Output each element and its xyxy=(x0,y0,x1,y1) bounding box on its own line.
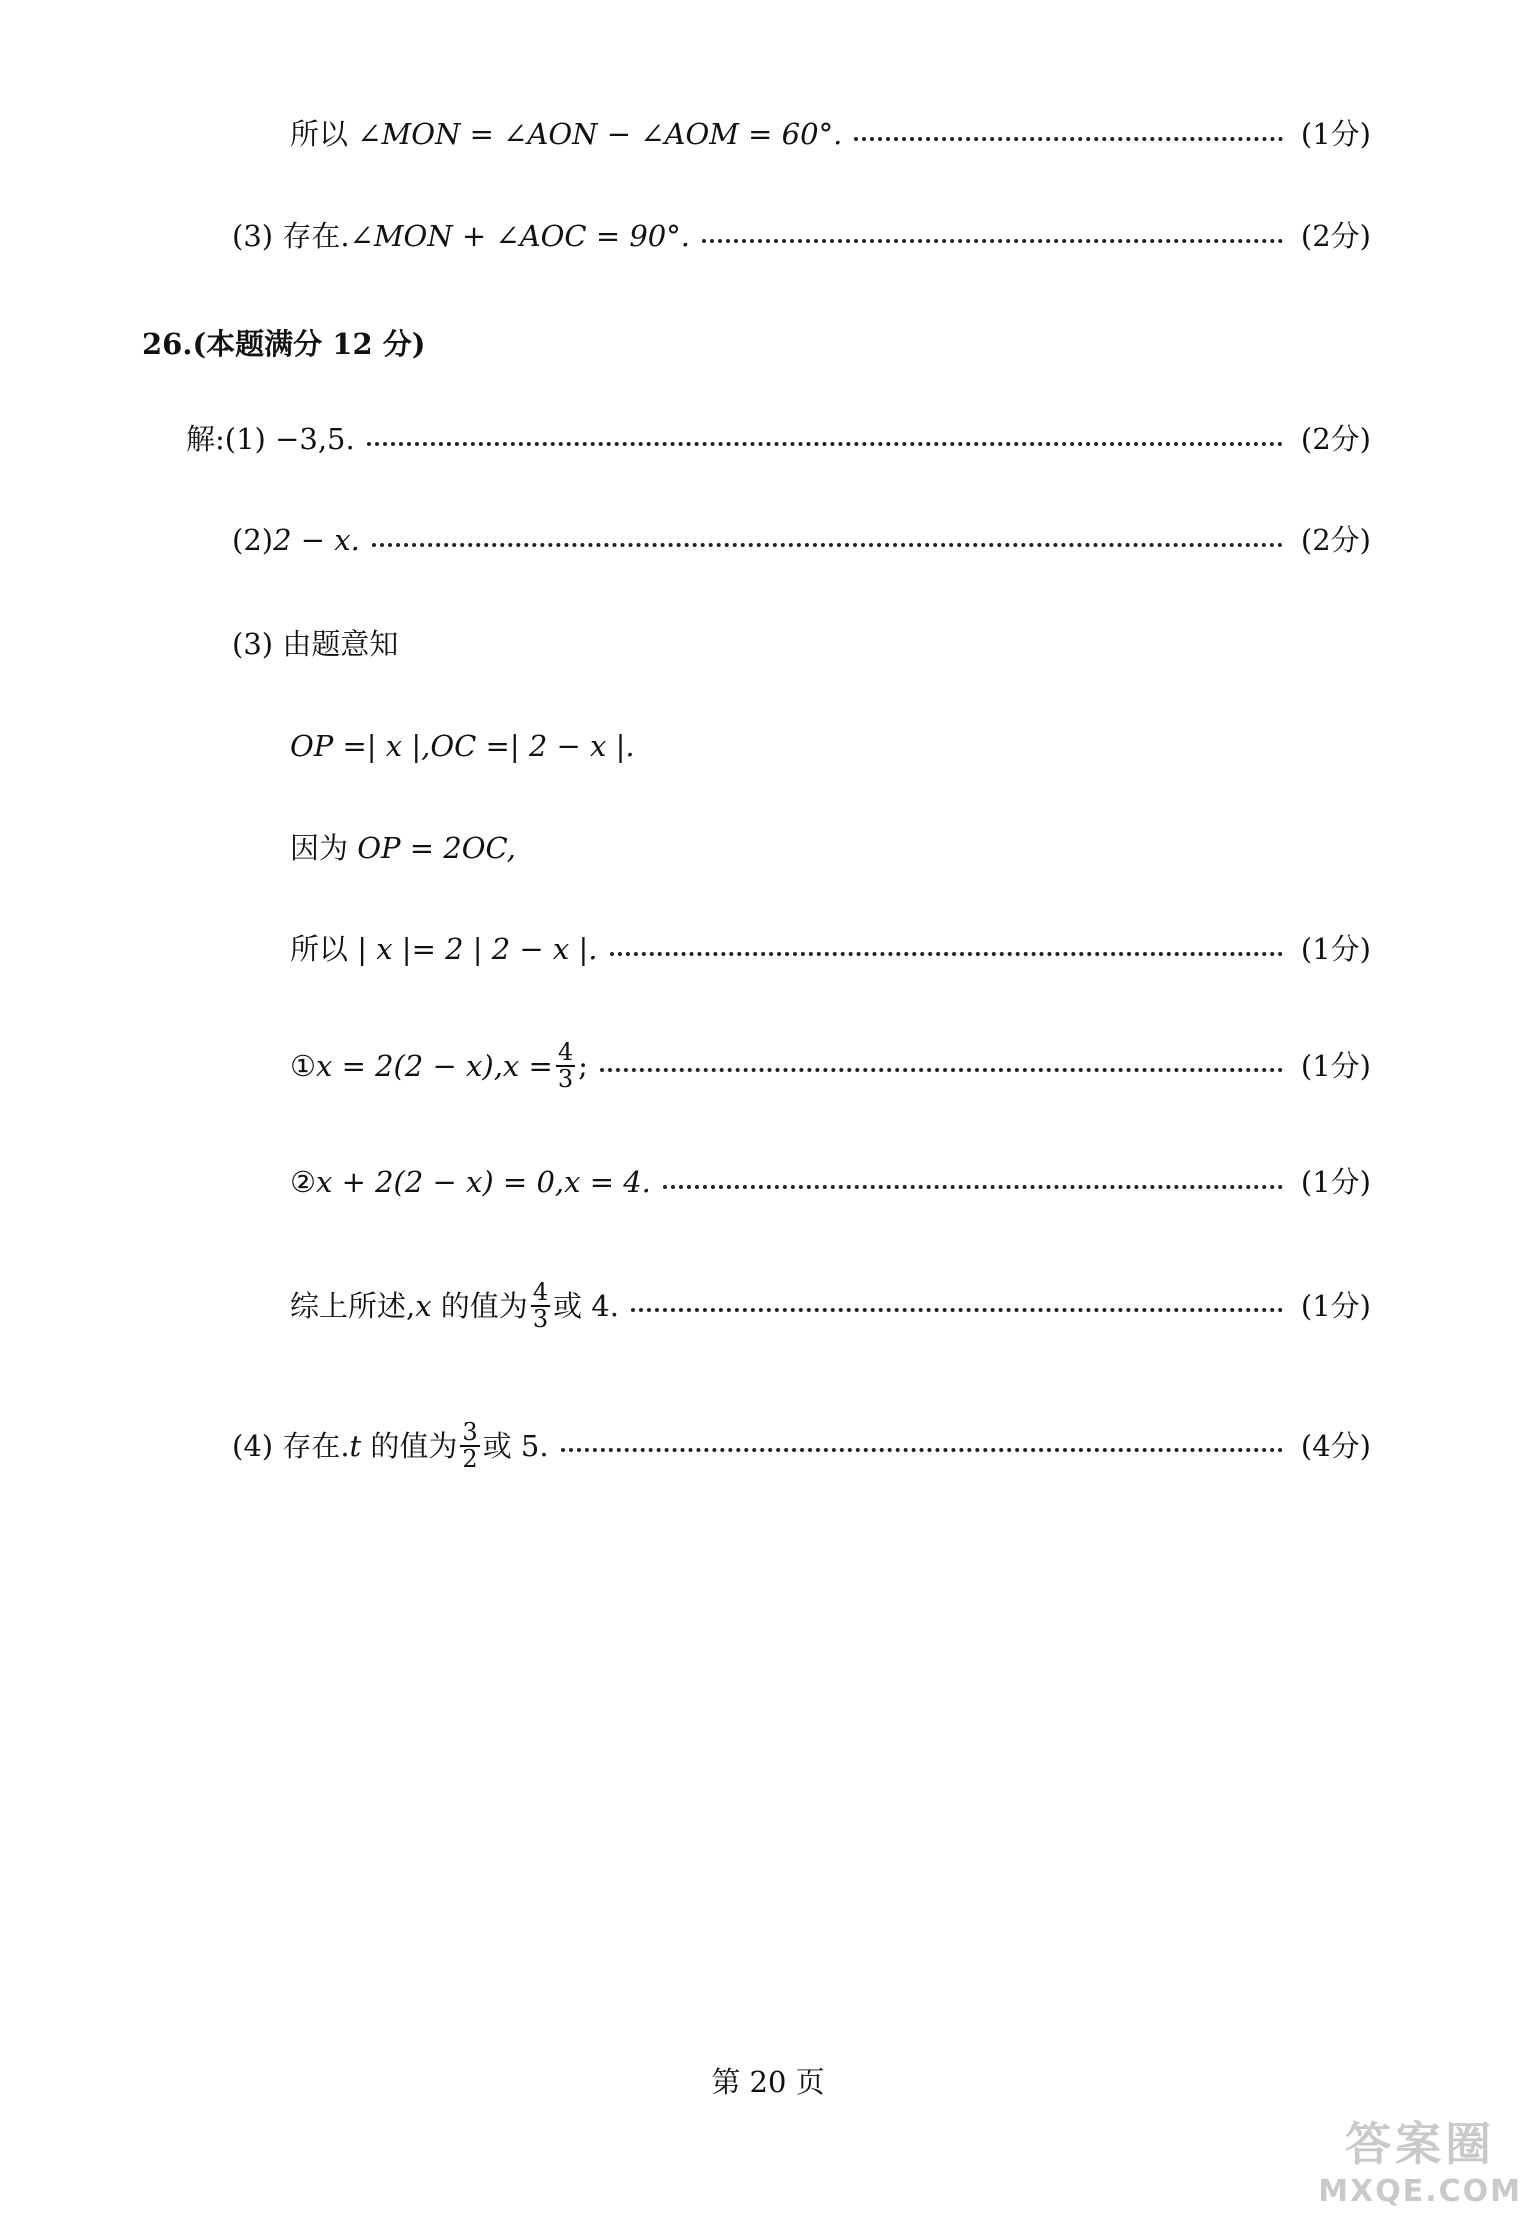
fraction-numerator: 4 xyxy=(557,1038,574,1066)
part-label: 解:(1) xyxy=(186,422,266,456)
dot-leader xyxy=(372,543,1283,547)
part-label: (2) xyxy=(232,523,274,557)
mid-text: 的值为 xyxy=(440,1288,528,1323)
score-points: (1分) xyxy=(1300,117,1371,151)
prefix: 所以 xyxy=(290,932,349,966)
math-expression: OP = 2OC, xyxy=(357,831,516,865)
fraction xyxy=(556,1040,575,1092)
part-label: (4) xyxy=(232,1428,274,1463)
fraction-denominator: 3 xyxy=(532,1305,549,1334)
answer-line-mon xyxy=(290,117,1371,151)
part-label: (3) xyxy=(232,627,274,661)
answer-word: 存在. xyxy=(282,1428,350,1463)
answer-text xyxy=(232,523,360,557)
answer-value: 2 − x. xyxy=(273,523,360,557)
score-points: (1分) xyxy=(1300,1288,1371,1323)
tail-text: 或 4. xyxy=(553,1288,619,1323)
fraction xyxy=(531,1280,550,1332)
prefix: 所以 xyxy=(290,117,349,151)
mid-text: 的值为 xyxy=(370,1428,458,1463)
answer-text xyxy=(232,219,690,253)
score-points: (1分) xyxy=(1300,1048,1371,1083)
watermark-logo: 答案圈 xyxy=(1345,2117,1496,2171)
math-expression: ∠MON + ∠AOC = 90°. xyxy=(349,219,690,253)
math-expression: x = 2(2 − x),x = xyxy=(316,1048,553,1083)
fraction-numerator: 3 xyxy=(462,1418,478,1446)
score-points: (2分) xyxy=(1300,523,1371,557)
answer-text xyxy=(186,422,355,456)
math-expression: ∠MON = ∠AON − ∠AOM = 60°. xyxy=(357,117,843,151)
dot-leader xyxy=(600,1068,1283,1072)
fraction-numerator: 4 xyxy=(532,1278,549,1306)
dot-leader xyxy=(663,1185,1283,1189)
score-points: (1分) xyxy=(1300,1165,1371,1199)
answer-line-because xyxy=(290,831,516,865)
answer-word: 存在. xyxy=(282,219,350,253)
case-marker: ① xyxy=(290,1048,316,1083)
answer-line-case-1 xyxy=(290,1040,1371,1092)
prefix: 综上所述, xyxy=(290,1288,416,1323)
watermark-site: MXQE.COM xyxy=(1318,2174,1522,2209)
tail-text: ; xyxy=(578,1048,588,1083)
answer-line-so xyxy=(290,932,1371,966)
answer-text xyxy=(290,1280,619,1332)
dot-leader xyxy=(610,952,1283,956)
answer-line-summary xyxy=(290,1280,1371,1332)
fraction xyxy=(460,1420,479,1472)
fraction-denominator: 2 xyxy=(462,1445,478,1474)
page-number-text: 第 20 页 xyxy=(711,2065,825,2099)
dot-leader xyxy=(631,1308,1283,1312)
score-points: (2分) xyxy=(1300,422,1371,456)
dot-leader xyxy=(854,137,1283,141)
score-points: (1分) xyxy=(1300,932,1371,966)
question-26-title xyxy=(142,327,426,361)
intro-text: 由题意知 xyxy=(282,627,399,661)
answer-text xyxy=(290,117,843,151)
score-points: (2分) xyxy=(1300,219,1371,253)
answer-line-26-4 xyxy=(232,1420,1371,1472)
dot-leader xyxy=(561,1448,1283,1452)
tail-text: 或 5. xyxy=(482,1428,549,1463)
variable: t xyxy=(349,1428,362,1463)
answer-text xyxy=(290,1165,651,1199)
answer-line-26-3-intro xyxy=(232,627,399,661)
math-expression: x + 2(2 − x) = 0,x = 4. xyxy=(316,1165,651,1199)
answer-text xyxy=(232,1420,549,1472)
score-points: (4分) xyxy=(1300,1428,1371,1463)
answer-text xyxy=(290,932,598,966)
watermark xyxy=(1318,2108,1522,2209)
answer-line-part3 xyxy=(232,219,1371,253)
answer-line-case-2 xyxy=(290,1165,1371,1199)
fraction-denominator: 3 xyxy=(557,1065,574,1094)
dot-leader xyxy=(367,442,1283,446)
page-number xyxy=(0,2060,1536,2101)
case-marker: ② xyxy=(290,1165,316,1199)
math-expression: | x |= 2 | 2 − x |. xyxy=(357,932,598,966)
answer-line-op-oc xyxy=(290,729,635,763)
answer-line-26-2 xyxy=(232,523,1371,557)
math-expression: OP =| x |,OC =| 2 − x |. xyxy=(290,729,635,763)
question-title-text: 26.(本题满分 12 分) xyxy=(142,327,426,361)
answer-value: −3,5. xyxy=(275,422,355,456)
dot-leader xyxy=(702,239,1283,243)
answer-line-26-1 xyxy=(186,422,1371,456)
prefix: 因为 xyxy=(290,831,349,865)
answer-text xyxy=(290,1040,588,1092)
part-label: (3) xyxy=(232,219,274,253)
variable: x xyxy=(415,1288,432,1323)
